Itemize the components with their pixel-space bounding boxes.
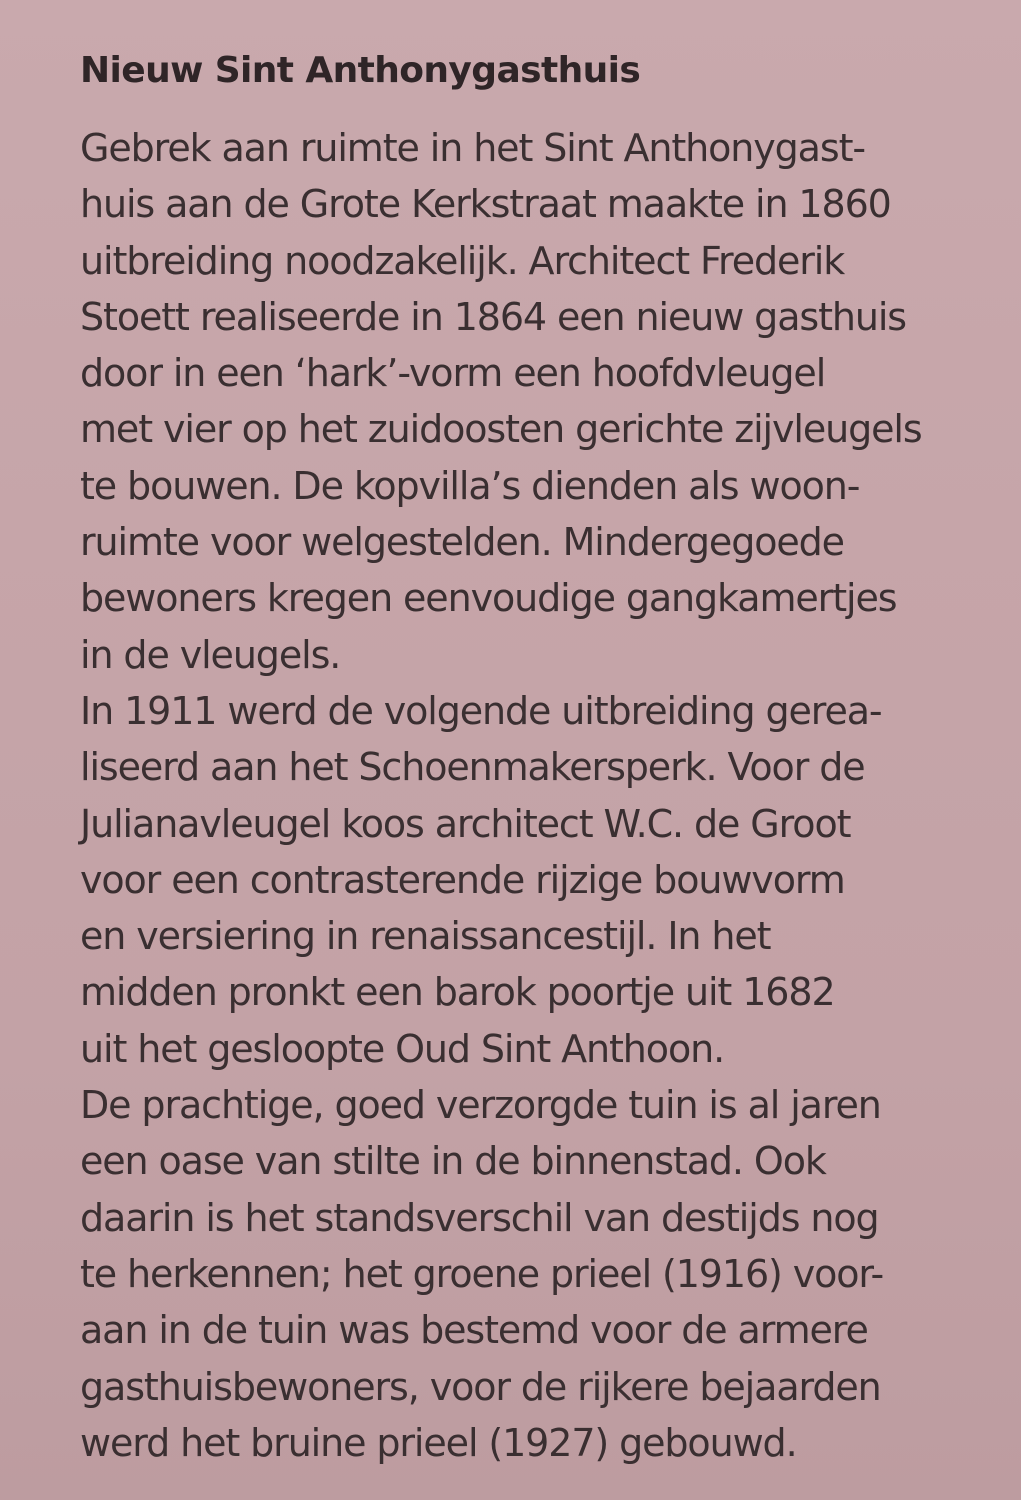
text-line: werd het bruine prieel (1927) gebouwd.: [80, 1420, 797, 1465]
text-line: te bouwen. De kopvilla’s dienden als woon-: [80, 463, 860, 508]
text-line: Gebrek aan ruimte in het Sint Anthonygast-: [80, 126, 865, 170]
text-line: ruimte voor welgestelden. Mindergegoede: [80, 520, 844, 565]
text-line: uit het gesloopte Oud Sint Anthoon.: [80, 1026, 725, 1071]
text-line: voor een contrasterende rijzige bouwvorm: [80, 857, 845, 902]
text-line: en versiering in renaissancestijl. In het: [80, 914, 771, 959]
sign-title: Nieuw Sint Anthonygasthuis: [80, 50, 641, 91]
text-line: door in een ‘hark’-vorm een hoofdvleugel: [80, 351, 826, 396]
text-line: De prachtige, goed verzorgde tuin is al jaren: [80, 1083, 881, 1128]
text-line: aan in de tuin was bestemd voor de armere: [80, 1308, 868, 1353]
text-line: een oase van stilte in de binnenstad. Ook: [80, 1139, 826, 1184]
text-line: Stoett realiseerde in 1864 een nieuw gasthuis: [80, 294, 907, 339]
text-line: gasthuisbewoners, voor de rijkere bejaarden: [80, 1364, 881, 1409]
text-line: Julianavleugel koos architect W.C. de Groot: [80, 801, 851, 846]
text-line: bewoners kregen eenvoudige gangkamertjes: [80, 576, 897, 621]
text-line: In 1911 werd de volgende uitbreiding gerea-: [80, 688, 882, 733]
text-line: uitbreiding noodzakelijk. Architect Frederik: [80, 238, 845, 283]
text-line: in de vleugels.: [80, 632, 341, 677]
text-line: met vier op het zuidoosten gerichte zijvleugels: [80, 407, 922, 452]
text-line: midden pronkt een barok poortje uit 1682: [80, 970, 835, 1015]
sign-body-text: [80, 120, 1005, 1471]
text-line: huis aan de Grote Kerkstraat maakte in 1860: [80, 182, 891, 227]
text-line: liseerd aan het Schoenmakersperk. Voor de: [80, 745, 865, 790]
text-line: daarin is het standsverschil van destijds nog: [80, 1195, 879, 1240]
text-line: te herkennen; het groene prieel (1916) voor-: [80, 1251, 884, 1296]
